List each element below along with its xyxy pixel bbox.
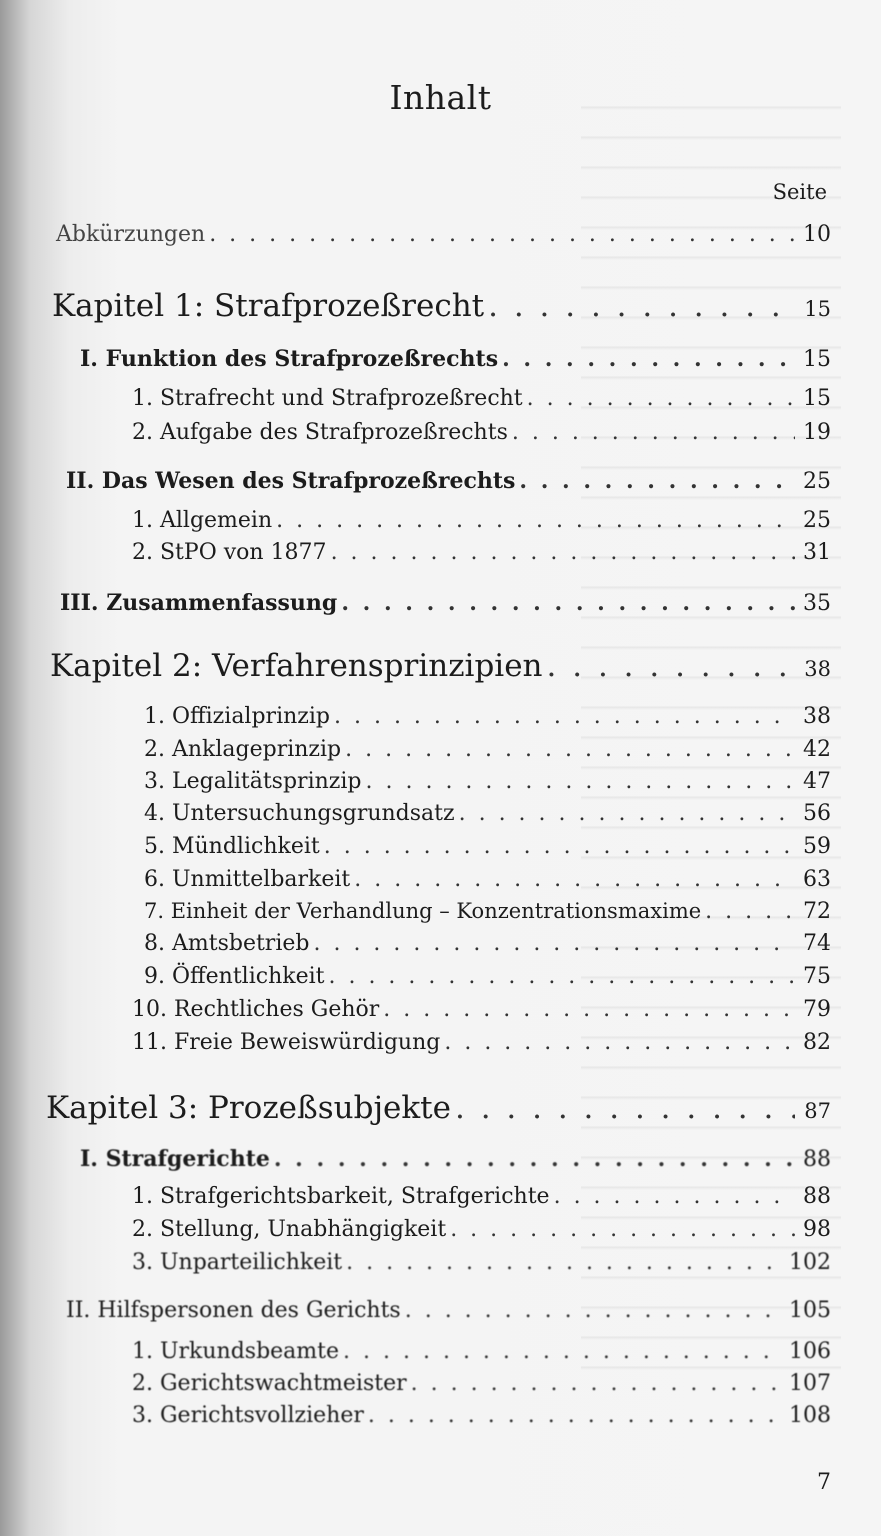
toc-subentry: 1. Urkundsbeamte . . . 106 [0, 1339, 831, 1364]
toc-subentry: 1. Strafgerichtsbarkeit, Strafgerichte . . . 88 [0, 1184, 831, 1209]
toc-subentry: 1. Allgemein . . . 25 [0, 508, 831, 533]
toc-section: I. Strafgerichte . . . 88 [0, 1146, 831, 1172]
page-number: 7 [817, 1470, 831, 1495]
toc-subentry: 1. Strafrecht und Strafprozeßrecht . . . 15 [0, 386, 831, 411]
toc-subentry: 3. Unparteilichkeit . . . 102 [0, 1250, 831, 1275]
toc-subentry: 10. Rechtliches Gehör . . . 79 [0, 997, 831, 1022]
toc-subentry: 2. Gerichtswachtmeister . . . 107 [0, 1371, 831, 1396]
toc-subentry: 3. Gerichtsvollzieher . . . 108 [0, 1403, 831, 1428]
toc-subentry: 9. Öffentlichkeit . . . 75 [0, 964, 831, 989]
toc-section: II. Das Wesen des Strafprozeßrechts . . . 25 [0, 468, 831, 494]
toc-subentry: 4. Untersuchungsgrundsatz . . . 56 [0, 801, 831, 826]
toc-section: I. Funktion des Strafprozeßrechts . . . 15 [0, 346, 831, 372]
page-column-header: Seite [772, 180, 827, 204]
toc-section: II. Hilfspersonen des Gerichts . . . 105 [0, 1298, 831, 1323]
toc-subentry: 2. Anklageprinzip . . . 42 [0, 737, 831, 762]
toc-chapter-1: Kapitel 1: Strafprozeßrecht . . . 15 [0, 288, 831, 324]
toc-chapter-2: Kapitel 2: Verfahrensprinzipien . . . 38 [0, 648, 831, 684]
toc-subentry: 1. Offizialprinzip . . . 38 [0, 704, 831, 729]
toc-subentry: 3. Legalitätsprinzip . . . 47 [0, 769, 831, 794]
toc-section: III. Zusammenfassung . . . 35 [0, 590, 831, 616]
toc-subentry: 8. Amtsbetrieb . . . 74 [0, 931, 831, 956]
toc-chapter-3: Kapitel 3: Prozeßsubjekte . . . 87 [0, 1090, 831, 1126]
toc-subentry: 2. Aufgabe des Strafprozeßrechts . . . 19 [0, 420, 831, 445]
toc-subentry: 7. Einheit der Verhandlung – Konzentrationsmaxime . . . 72 [0, 899, 831, 924]
toc-subentry: 2. StPO von 1877 . . . 31 [0, 540, 831, 565]
toc-entry-abkuerzungen: Abkürzungen . . . 10 [0, 222, 831, 247]
toc-subentry: 11. Freie Beweiswürdigung . . . 82 [0, 1030, 831, 1055]
toc-subentry: 2. Stellung, Unabhängigkeit . . . 98 [0, 1217, 831, 1242]
toc-subentry: 5. Mündlichkeit . . . 59 [0, 834, 831, 859]
page-title: Inhalt [389, 78, 492, 117]
toc-subentry: 6. Unmittelbarkeit . . . 63 [0, 867, 831, 892]
